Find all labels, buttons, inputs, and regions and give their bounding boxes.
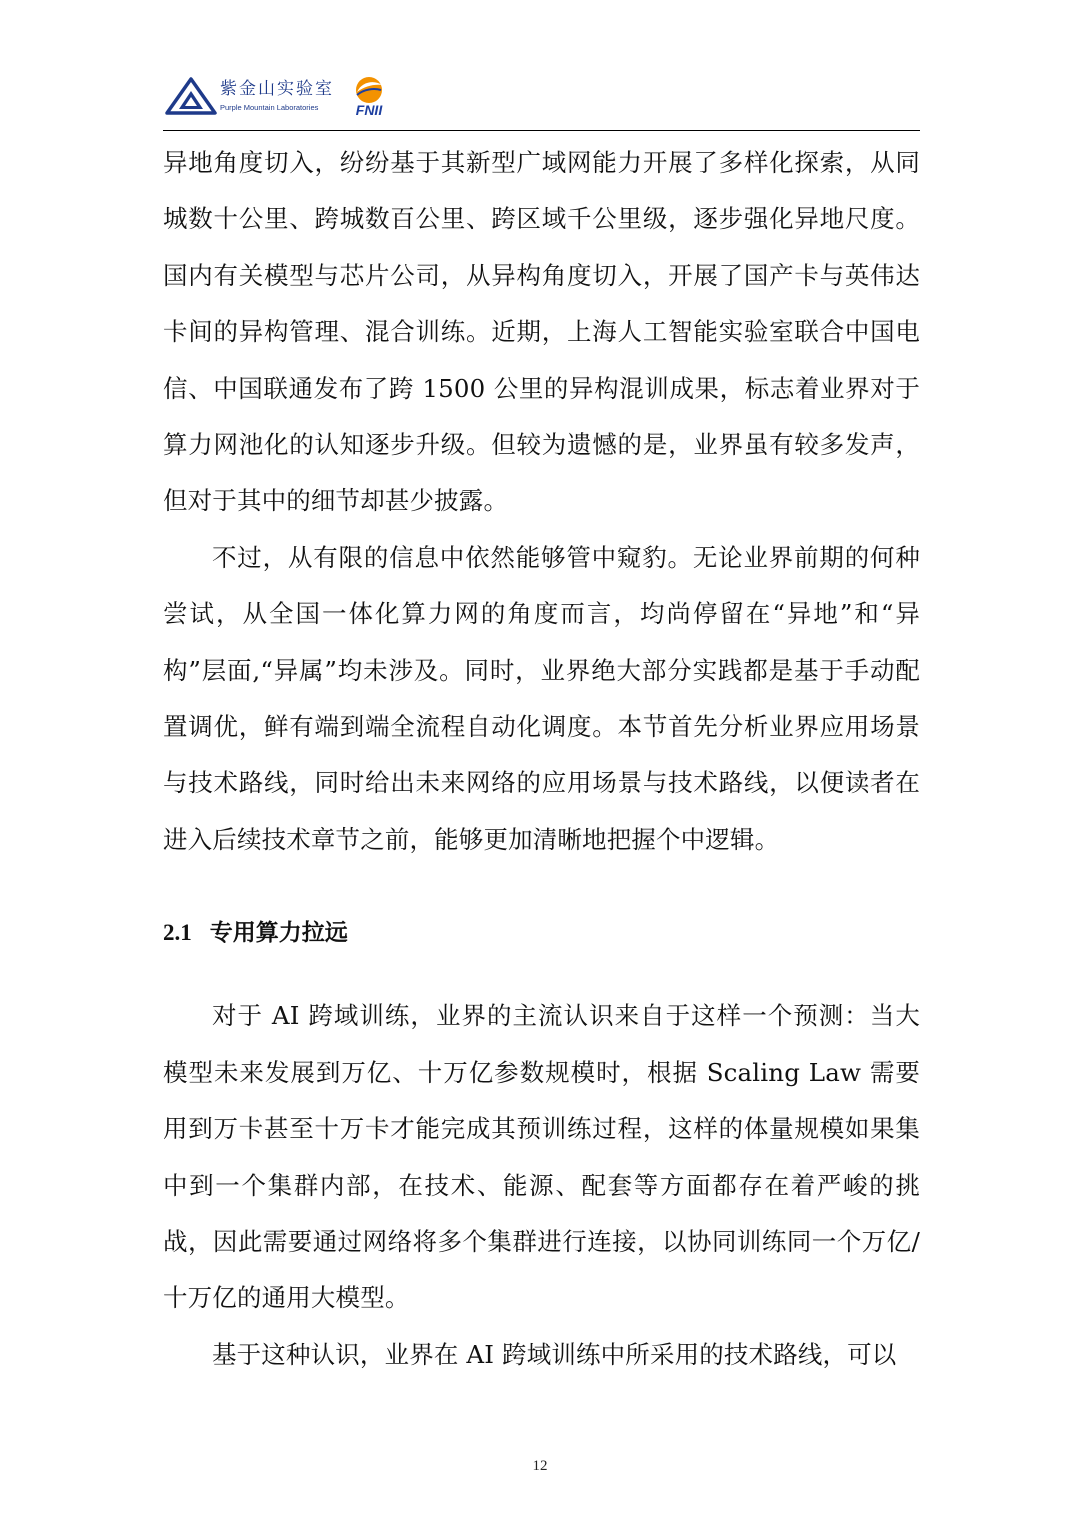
body-paragraph-1: 异地角度切入，纷纷基于其新型广域网能力开展了多样化探索，从同城数十公里、跨城数百公里、跨区域千公里级，逐步强化异地尺度。国内有关模型与芯片公司，从异构角度切入，开展了国产卡与英伟达卡间的异构管理、混合训练。近期，上海人工智能实验室联合中国电信、中国联通发布了跨 1500 公里的异构混训成果，标志着业界对于算力网池化的认知逐步升级。但较为遗憾的是，业界虽有较多发声，但对于其中的细节却甚少披露。 (163, 148, 920, 516)
section-title: 专用算力拉远 (209, 920, 348, 947)
section-paragraph-2: 基于这种认识，业界在 AI 跨域训练中所采用的技术路线，可以 (212, 1339, 897, 1369)
fnii-label: FNII (355, 102, 383, 118)
purple-mountain-logo-icon (165, 76, 217, 116)
document-body (163, 135, 920, 1383)
body-paragraph-2: 不过，从有限的信息中依然能够管中窥豹。无论业界前期的何种尝试，从全国一体化算力网的角度而言，均尚停留在“异地”和“异构”层面,“异属”均未涉及。同时，业界绝大部分实践都是基于手动配置调优，鲜有端到端全流程自动化调度。本节首先分析业界应用场景与技术路线，同时给出未来网络的应用场景与技术路线，以便读者在进入后续技术章节之前，能够更加清晰地把握个中逻辑。 (163, 542, 920, 854)
header-logos (165, 76, 396, 120)
logo-english-name: Purple Mountain Laboratories (220, 103, 319, 112)
logo-chinese-name: 紫金山实验室 (220, 79, 334, 99)
header-divider (163, 130, 920, 131)
section-paragraph-1: 对于 AI 跨域训练，业界的主流认识来自于这样一个预测：当大模型未来发展到万亿、十万亿参数规模时，根据 Scaling Law 需要用到万卡甚至十万卡才能完成其预训练过程，这样的体量规模如果集中到一个集群内部，在技术、能源、配套等方面都存在着严峻的挑战，因此需要通过网络将多个集群进行连接，以协同训练同一个万亿/十万亿的通用大模型。 (163, 1001, 920, 1313)
page-number: 12 (532, 1458, 548, 1474)
fnii-logo (342, 76, 396, 120)
page-header (163, 72, 920, 128)
purple-mountain-wordmark (220, 79, 334, 113)
section-heading (163, 915, 920, 951)
section-number: 2.1 (163, 920, 192, 946)
